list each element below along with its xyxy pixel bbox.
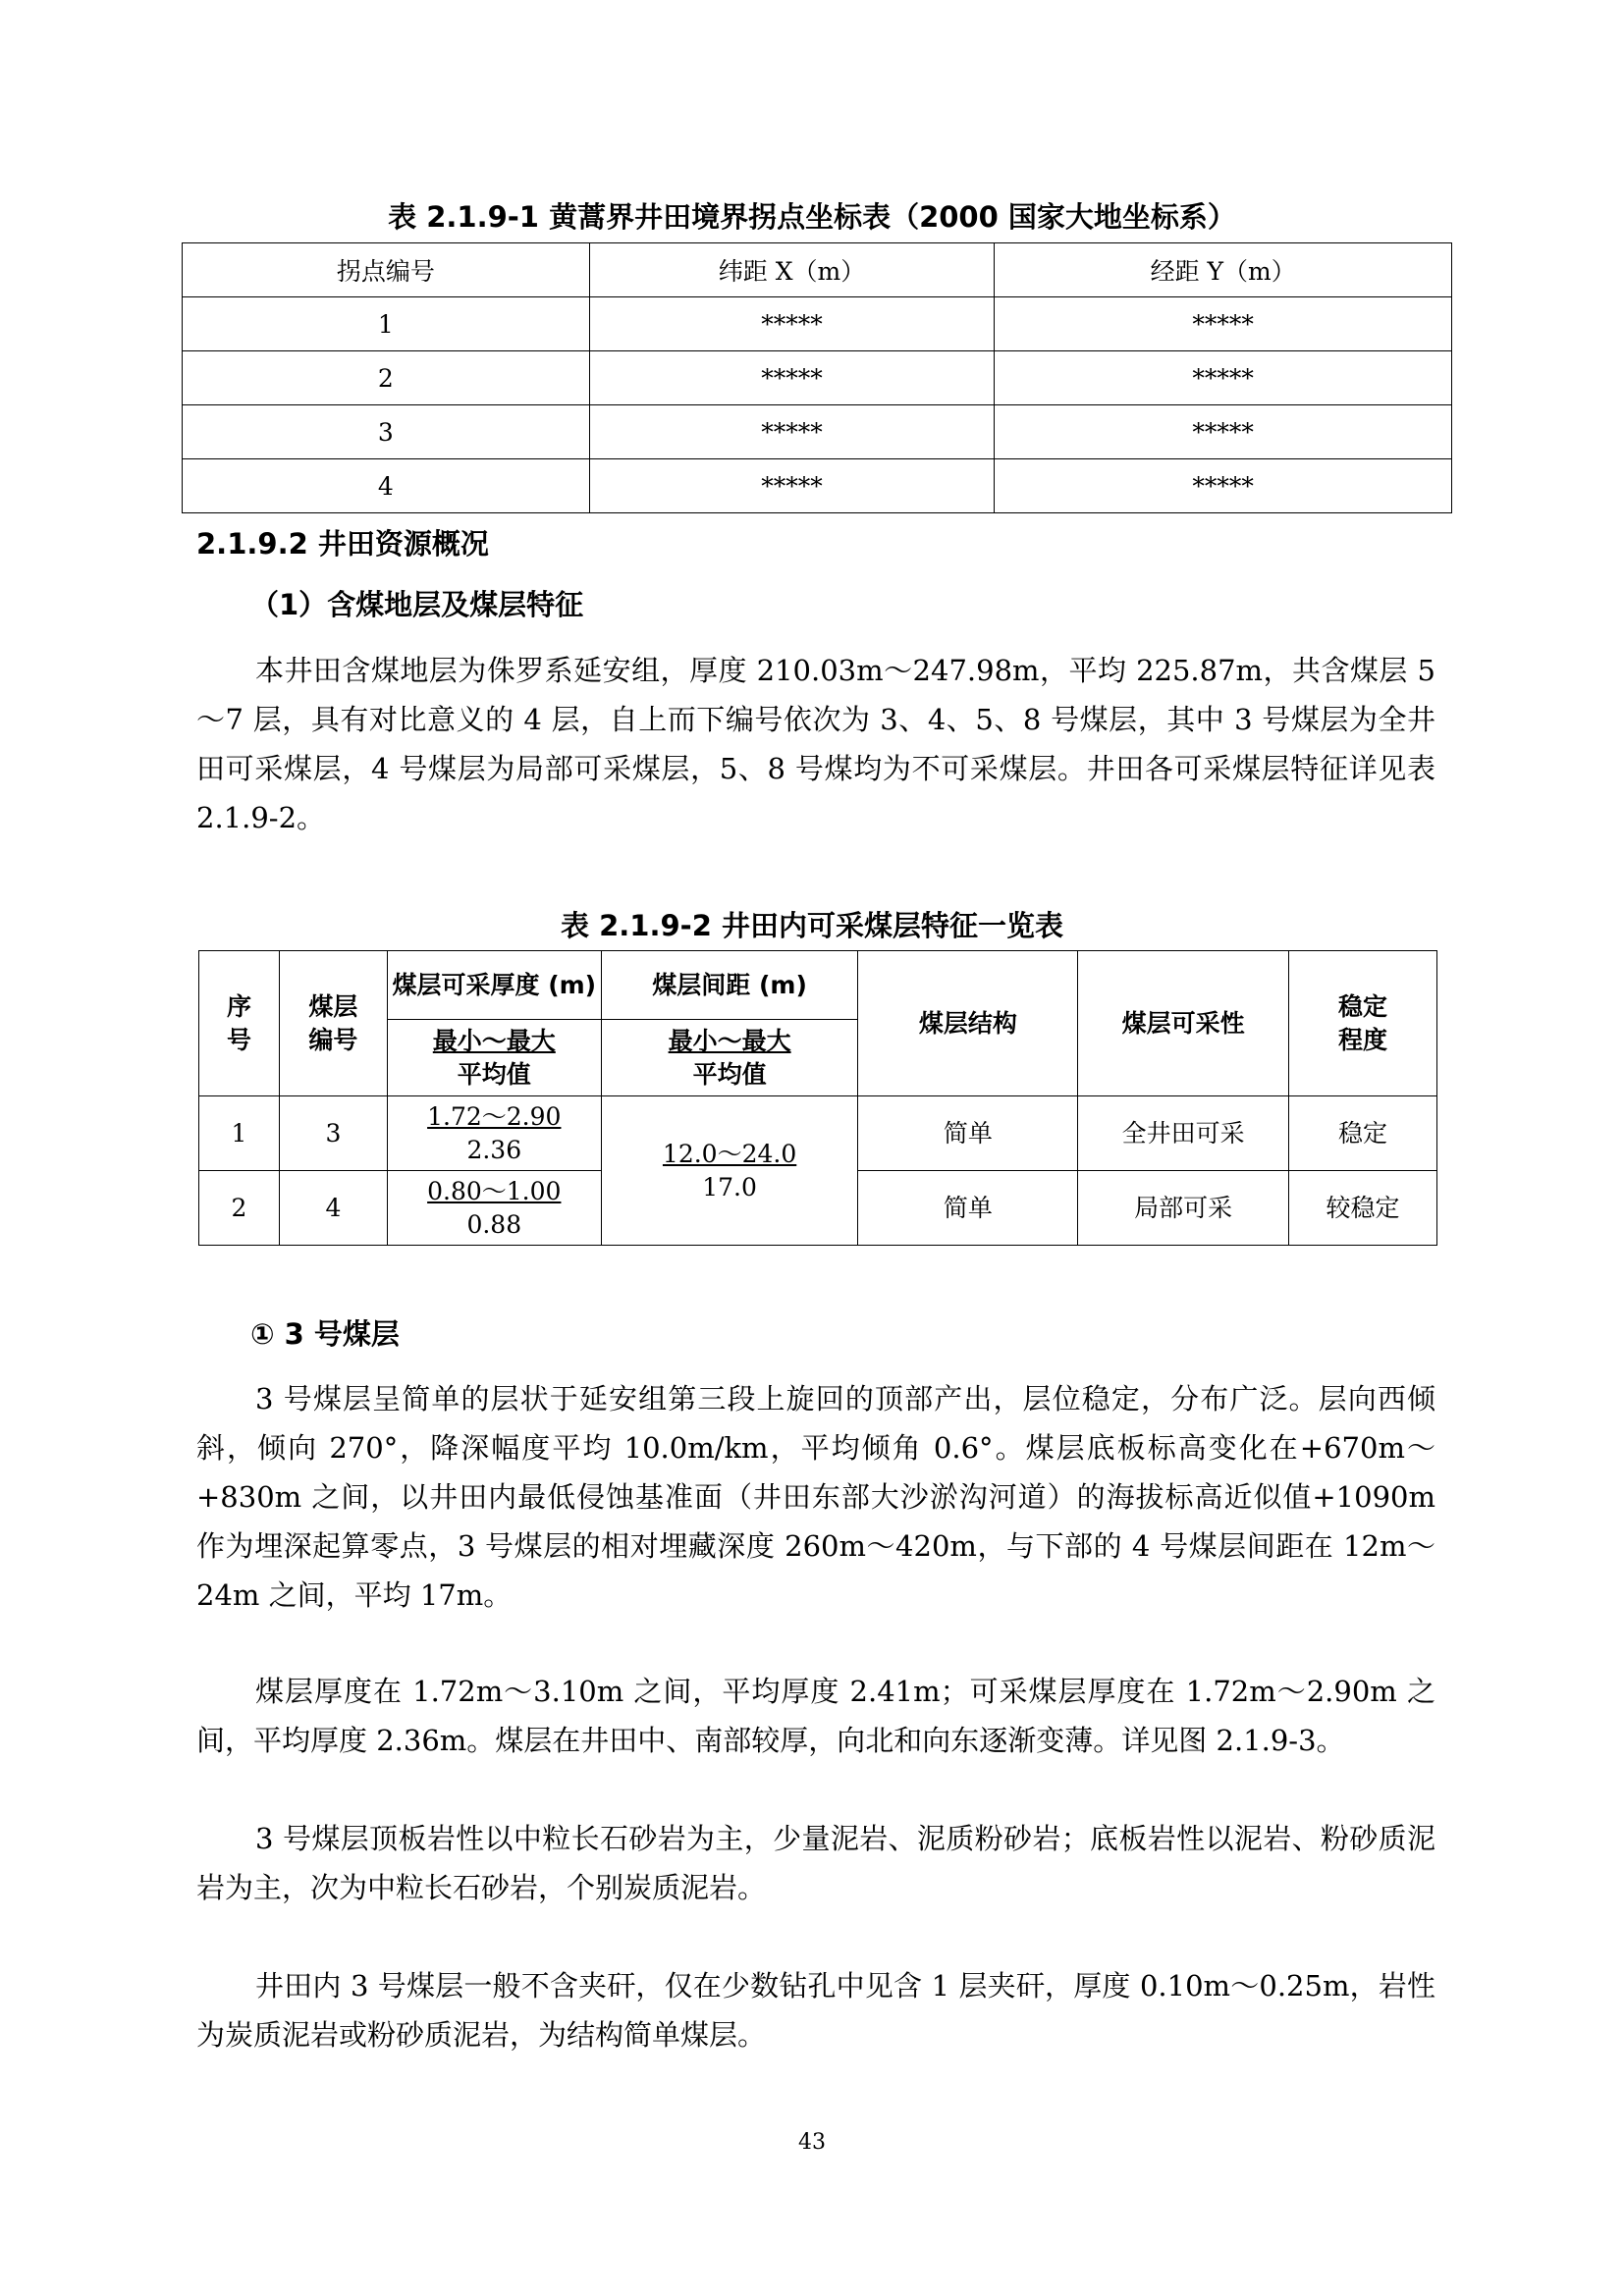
table-row	[183, 459, 1452, 513]
cell-average: 17.0	[702, 1172, 757, 1201]
header-minability: 煤层可采性	[1078, 951, 1289, 1096]
table-header-row	[183, 243, 1452, 297]
header-text: 煤层编号	[308, 991, 358, 1054]
header-spacing: 煤层间距 (m)	[601, 951, 858, 1020]
table-cell: 1	[183, 297, 590, 351]
paragraph-seam3-occurrence: 3 号煤层呈简单的层状于延安组第三段上旋回的顶部产出，层位稳定，分布广泛。层向西倾斜，倾向 270°，降深幅度平均 10.0m/km，平均倾角 0.6°。煤层底板标高变化在+670m～+830m 之间，以井田内最低侵蚀基准面（井田东部大沙淤沟河道）的海拔标高近似值+1090m 作为埋深起算零点，3 号煤层的相对埋藏深度 260m～420m，与下部的 4 号煤层间距在 12m～24m 之间，平均 17m。	[196, 1382, 1435, 1612]
table-cell: 局部可采	[1078, 1171, 1289, 1246]
table-row	[183, 351, 1452, 405]
table-cell: *****	[589, 459, 995, 513]
page-number: 43	[798, 2130, 826, 2155]
table2-caption: 表 2.1.9-2 井田内可采煤层特征一览表	[561, 909, 1063, 942]
cell-range: 12.0～24.0	[662, 1139, 797, 1168]
paragraph-seam3-roof-floor: 3 号煤层顶板岩性以中粒长石砂岩为主，少量泥岩、泥质粉砂岩；底板岩性以泥岩、粉砂质泥岩为主，次为中粒长石砂岩，个别炭质泥岩。	[196, 1822, 1435, 1904]
cell-range: 0.80～1.00	[427, 1176, 562, 1205]
table-row	[183, 297, 1452, 351]
minable-seams-table	[198, 950, 1437, 1246]
table-cell: 3	[279, 1096, 387, 1171]
section-subheading: （1）含煤地层及煤层特征	[250, 588, 584, 621]
table-cell: *****	[995, 405, 1452, 459]
table-cell	[387, 1096, 601, 1171]
table-cell: 2	[183, 351, 590, 405]
table-cell	[387, 1171, 601, 1246]
header-text: 平均值	[692, 1059, 767, 1089]
boundary-coordinates-table	[182, 242, 1452, 513]
header-structure: 煤层结构	[858, 951, 1078, 1096]
paragraph-seam3-parting: 井田内 3 号煤层一般不含夹矸，仅在少数钻孔中见含 1 层夹矸，厚度 0.10m～0.25m，岩性为炭质泥岩或粉砂质泥岩，为结构简单煤层。	[196, 1969, 1435, 2052]
table-cell-spacing	[601, 1096, 858, 1246]
table-cell: *****	[995, 459, 1452, 513]
table-cell: 2	[199, 1171, 280, 1246]
header-text: 最小～最大	[432, 1026, 556, 1055]
header-thickness: 煤层可采厚度 (m)	[387, 951, 601, 1020]
header-seq	[199, 951, 280, 1096]
header-text: 最小～最大	[668, 1026, 791, 1055]
table-cell: 简单	[858, 1171, 1078, 1246]
table-cell: *****	[589, 351, 995, 405]
table-cell: 全井田可采	[1078, 1096, 1289, 1171]
header-seam-no	[279, 951, 387, 1096]
header-cell: 经距 Y（m）	[995, 243, 1452, 297]
table-cell: 简单	[858, 1096, 1078, 1171]
header-spacing-sub	[601, 1020, 858, 1096]
table-cell: *****	[995, 297, 1452, 351]
table-cell: 4	[183, 459, 590, 513]
paragraph-seam3-thickness: 煤层厚度在 1.72m～3.10m 之间，平均厚度 2.41m；可采煤层厚度在 1.72m～2.90m 之间，平均厚度 2.36m。煤层在井田中、南部较厚，向北和向东逐渐变薄。详见图 2.1.9-3。	[196, 1675, 1435, 1757]
section-heading: 2.1.9.2 井田资源概况	[196, 527, 489, 561]
table-cell: 稳定	[1289, 1096, 1437, 1171]
table-header-row	[199, 951, 1437, 1020]
header-thickness-sub	[387, 1020, 601, 1096]
header-cell: 拐点编号	[183, 243, 590, 297]
table1-caption: 表 2.1.9-1 黄蒿界井田境界拐点坐标表（2000 国家大地坐标系）	[388, 200, 1236, 234]
table-cell: *****	[589, 297, 995, 351]
header-text: 稳定程度	[1338, 991, 1388, 1054]
cell-average: 0.88	[466, 1209, 522, 1239]
header-text: 序号	[226, 991, 251, 1054]
table-cell: *****	[589, 405, 995, 459]
header-stability	[1289, 951, 1437, 1096]
table-row	[183, 405, 1452, 459]
paragraph-coal-strata: 本井田含煤地层为侏罗系延安组，厚度 210.03m～247.98m，平均 225.87m，共含煤层 5～7 层，具有对比意义的 4 层，自上而下编号依次为 3、4、5、8 号煤层，其中 3 号煤层为全井田可采煤层，4 号煤层为局部可采煤层，5、8 号煤均为不可采煤层。井田各可采煤层特征详见表 2.1.9-2。	[196, 654, 1435, 834]
cell-average: 2.36	[466, 1135, 522, 1164]
table-cell: 4	[279, 1171, 387, 1246]
table-cell: 较稳定	[1289, 1171, 1437, 1246]
cell-range: 1.72～2.90	[427, 1101, 562, 1131]
table-cell: 1	[199, 1096, 280, 1171]
header-cell: 纬距 X（m）	[589, 243, 995, 297]
table-row	[199, 1096, 1437, 1171]
table-cell: 3	[183, 405, 590, 459]
header-text: 平均值	[457, 1059, 531, 1089]
table-cell: *****	[995, 351, 1452, 405]
seam3-heading: ① 3 号煤层	[250, 1317, 400, 1351]
